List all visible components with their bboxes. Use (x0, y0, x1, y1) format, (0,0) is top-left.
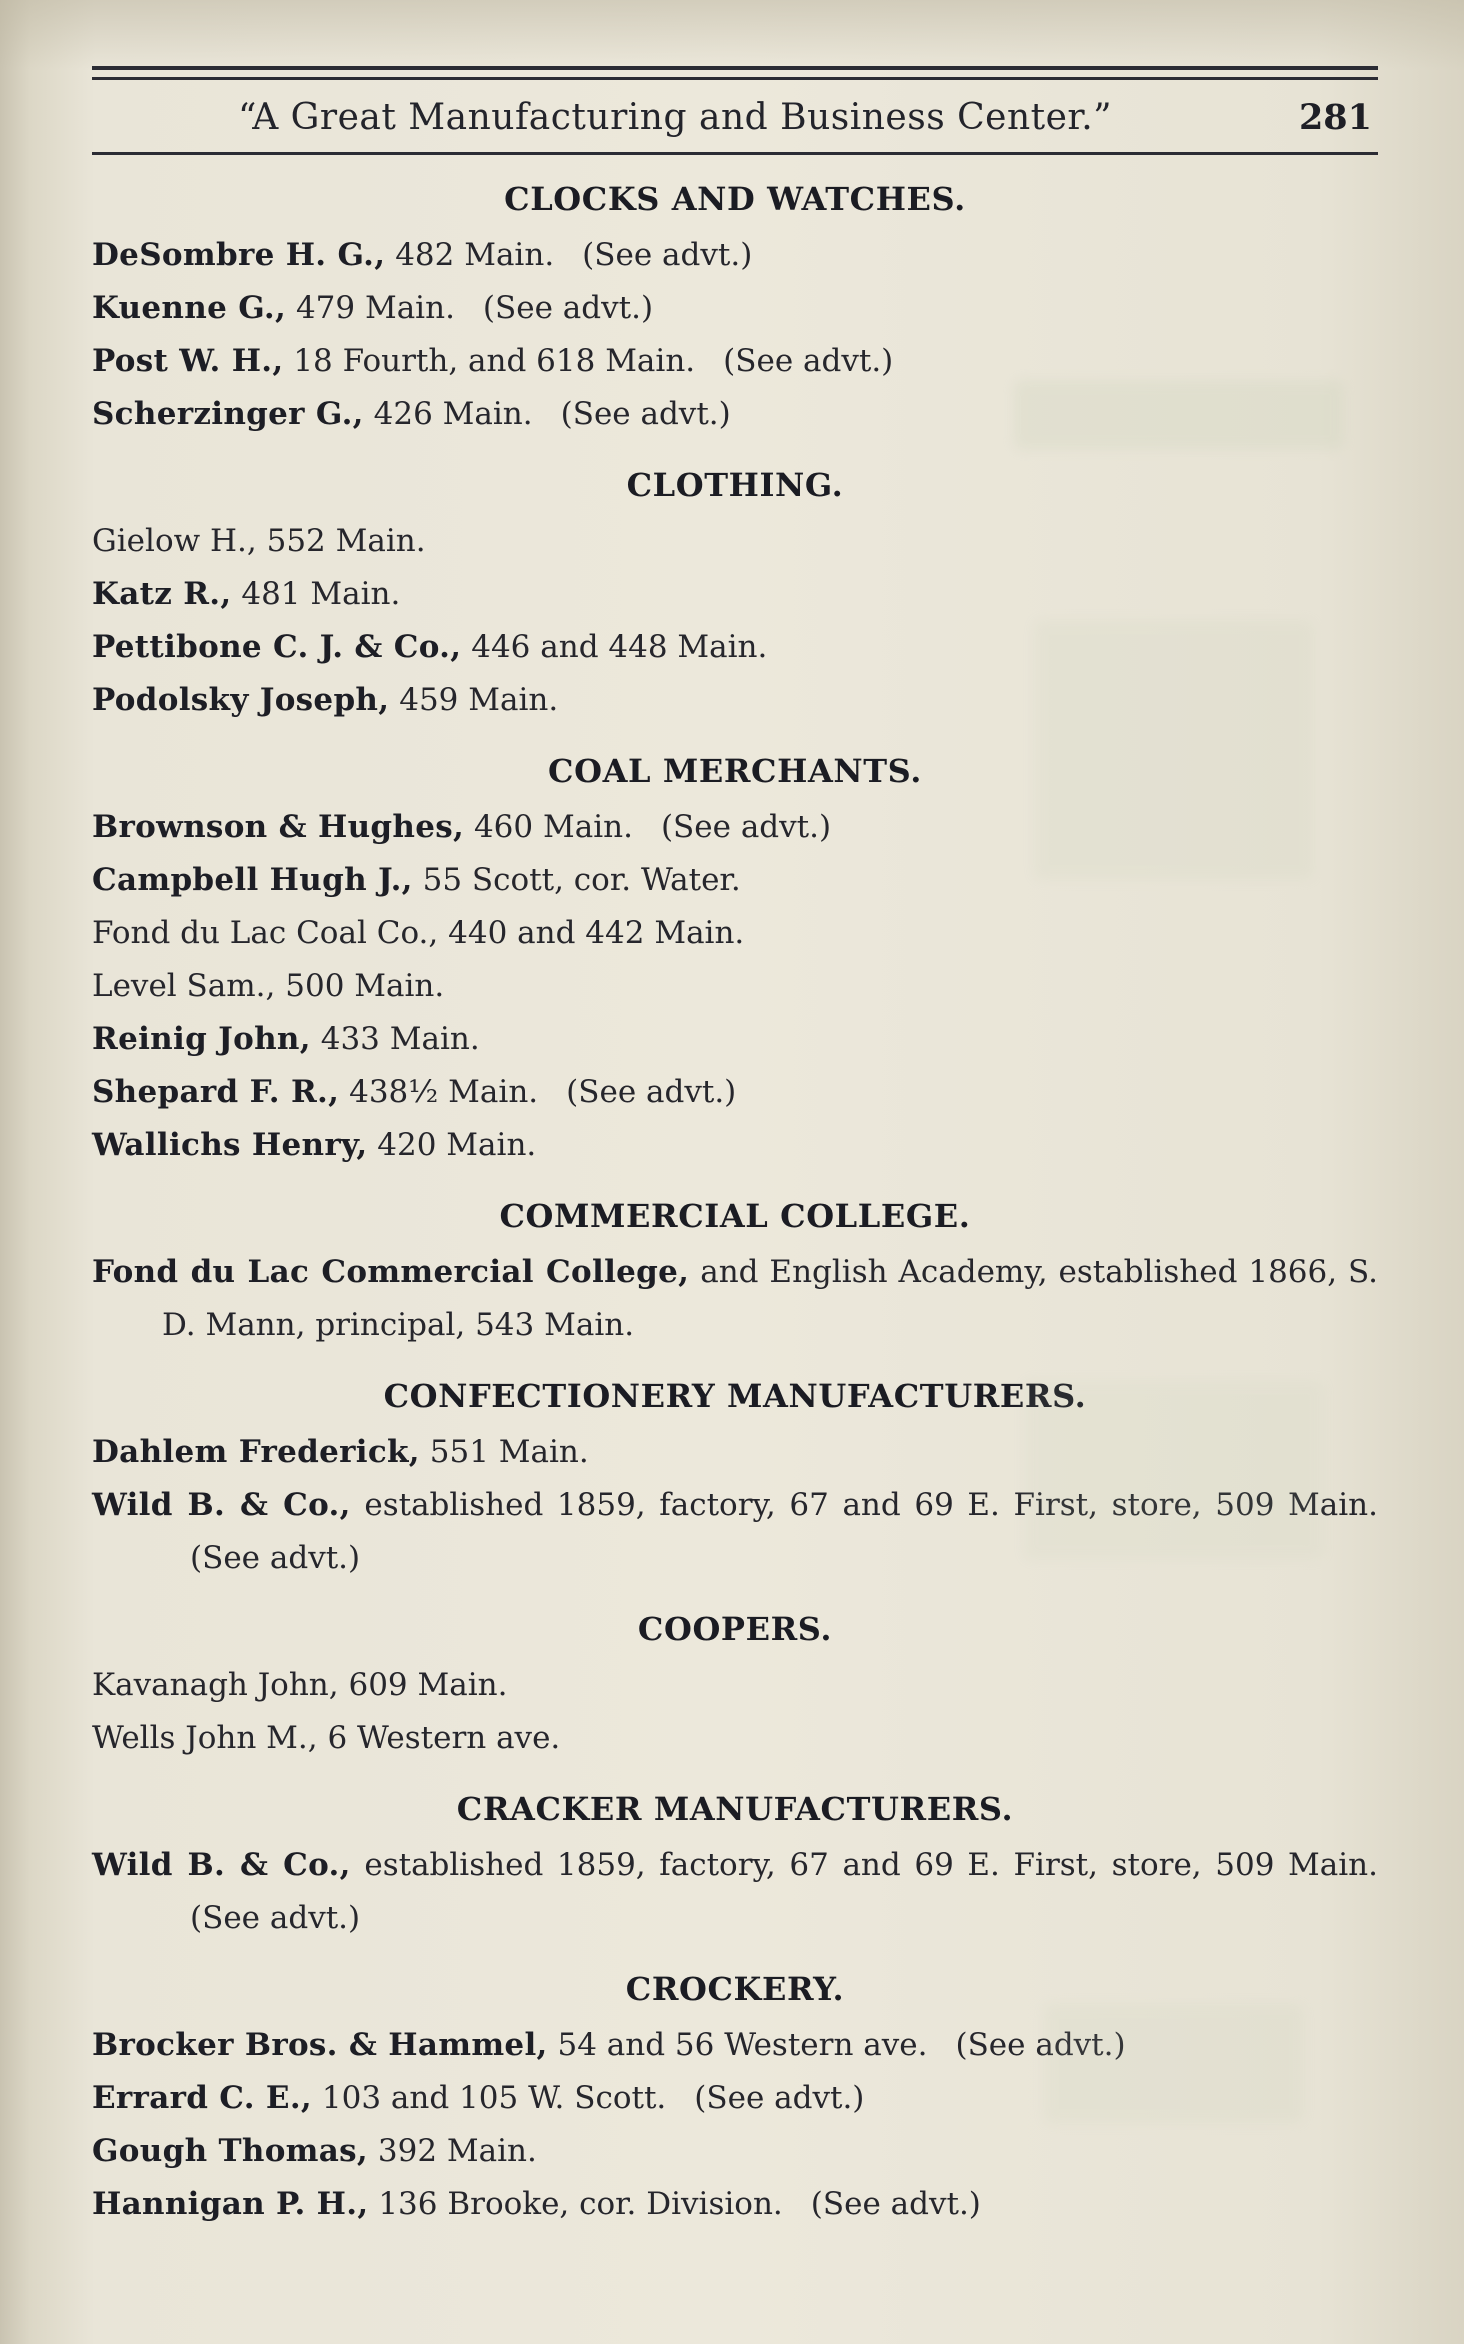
entry-name: Pettibone C. J. & Co., (92, 629, 462, 665)
directory-entry (92, 854, 1378, 907)
entry-name: Katz R., (92, 576, 232, 612)
entry-see-advt: (See advt.) (694, 2080, 865, 2116)
entry-address: 482 Main. (395, 237, 555, 273)
entry-see-advt: (See advt.) (190, 1900, 361, 1936)
entry-address: established 1859, factory, 67 and 69 E. First, store, 509 Main. (364, 1487, 1379, 1523)
entry-name: Post W. H., (92, 343, 284, 379)
section-title: COOPERS. (637, 1610, 833, 1648)
entry-name: Kuenne G., (92, 290, 287, 326)
directory-entry (92, 1066, 1378, 1119)
entry-see-advt: (See advt.) (482, 290, 654, 326)
entry-see-advt: (See advt.) (560, 396, 731, 432)
entry-see-advt: (See advt.) (190, 1540, 361, 1576)
directory-entry (92, 515, 1378, 568)
section-title: CONFECTIONERY MANUFACTURERS. (383, 1377, 1087, 1415)
directory-entry (92, 1479, 1378, 1585)
entry-name: Kavanagh John, (92, 1667, 339, 1703)
entry-see-advt: (See advt.) (723, 343, 894, 379)
directory-entry (92, 2019, 1378, 2072)
entry-name: Wallichs Henry, (92, 1127, 368, 1163)
entry-address: 500 Main. (285, 968, 445, 1004)
entry-name: Reinig John, (92, 1021, 311, 1057)
section-title: COAL MERCHANTS. (548, 752, 922, 790)
entry-see-advt: (See advt.) (566, 1074, 737, 1110)
directory-entry (92, 801, 1378, 854)
entry-address: and English Academy, established 1866, S. D. Mann, principal, 543 Main. (162, 1254, 1379, 1343)
section-title: CLOTHING. (626, 466, 844, 504)
directory-entry (92, 568, 1378, 621)
entry-name: Hannigan P. H., (92, 2186, 369, 2222)
entry-name: Gielow H., (92, 523, 257, 559)
directory-entry (92, 1659, 1378, 1712)
directory-entry (92, 1119, 1378, 1172)
entry-address: 103 and 105 W. Scott. (321, 2080, 667, 2116)
entry-address: 460 Main. (473, 809, 633, 845)
entry-address: 426 Main. (373, 396, 533, 432)
entry-address: 481 Main. (241, 576, 401, 612)
entry-name: Shepard F. R., (92, 1074, 340, 1110)
directory-entry (92, 674, 1378, 727)
directory-entry (92, 2072, 1378, 2125)
entry-see-advt: (See advt.) (955, 2027, 1126, 2063)
entry-name: Campbell Hugh J., (92, 862, 413, 898)
entry-address: established 1859, factory, 67 and 69 E. First, store, 509 Main. (364, 1847, 1379, 1883)
entry-name: Brocker Bros. & Hammel, (92, 2027, 548, 2063)
directory-entry (92, 388, 1378, 441)
entry-address: 392 Main. (377, 2133, 537, 2169)
directory-entry (92, 907, 1378, 960)
directory-entry (92, 621, 1378, 674)
directory-entry (92, 2178, 1378, 2231)
entry-name: Dahlem Frederick, (92, 1434, 420, 1470)
entry-address: 552 Main. (266, 523, 426, 559)
entry-address: 433 Main. (320, 1021, 480, 1057)
entry-name: Fond du Lac Coal Co., (92, 915, 439, 951)
entry-name: Scherzinger G., (92, 396, 364, 432)
entry-name: Gough Thomas, (92, 2133, 369, 2169)
entry-see-advt: (See advt.) (660, 809, 832, 845)
entry-name: Podolsky Joseph, (92, 682, 390, 718)
entry-name: Wild B. & Co., (92, 1487, 351, 1523)
entry-address: 440 and 442 Main. (448, 915, 745, 951)
section-title: COMMERCIAL COLLEGE. (499, 1197, 971, 1235)
directory-entry (92, 1246, 1378, 1352)
entry-address: 136 Brooke, cor. Division. (378, 2186, 783, 2222)
entry-address: 479 Main. (295, 290, 455, 326)
directory-entry (92, 282, 1378, 335)
page-number: 281 (1298, 97, 1372, 138)
directory-entry (92, 229, 1378, 282)
entry-name: DeSombre H. G., (92, 237, 386, 273)
section-title: CLOCKS AND WATCHES. (504, 180, 966, 218)
entry-name: Level Sam., (92, 968, 276, 1004)
directory-entry (92, 2125, 1378, 2178)
entry-address: 18 Fourth, and 618 Main. (293, 343, 696, 379)
directory-entry (92, 1712, 1378, 1765)
entry-address: 420 Main. (377, 1127, 537, 1163)
entry-see-advt: (See advt.) (582, 237, 753, 273)
page-title: “A Great Manufacturing and Business Center.” (237, 97, 1113, 138)
entry-address: 54 and 56 Western ave. (557, 2027, 928, 2063)
directory-entry (92, 335, 1378, 388)
section-title: CROCKERY. (625, 1970, 845, 2008)
entry-address: 6 Western ave. (327, 1720, 561, 1756)
entry-address: 438½ Main. (349, 1074, 539, 1110)
directory-entry (92, 1839, 1378, 1945)
entry-name: Wild B. & Co., (92, 1847, 351, 1883)
entry-name: Fond du Lac Commercial College, (92, 1254, 690, 1290)
entry-address: 459 Main. (399, 682, 559, 718)
top-double-rule (92, 66, 1378, 80)
entry-name: Wells John M., (92, 1720, 318, 1756)
directory-sections (92, 177, 1378, 2231)
entry-name: Errard C. E., (92, 2080, 313, 2116)
entry-see-advt: (See advt.) (810, 2186, 981, 2222)
entry-address: 446 and 448 Main. (471, 629, 768, 665)
header-rule (92, 152, 1378, 155)
entry-address: 551 Main. (429, 1434, 589, 1470)
page-header (92, 94, 1378, 142)
entry-address: 55 Scott, cor. Water. (422, 862, 741, 898)
entry-name: Brownson & Hughes, (92, 809, 465, 845)
section-title: CRACKER MANUFACTURERS. (456, 1790, 1014, 1828)
entry-address: 609 Main. (348, 1667, 508, 1703)
directory-entry (92, 960, 1378, 1013)
directory-entry (92, 1013, 1378, 1066)
directory-entry (92, 1426, 1378, 1479)
